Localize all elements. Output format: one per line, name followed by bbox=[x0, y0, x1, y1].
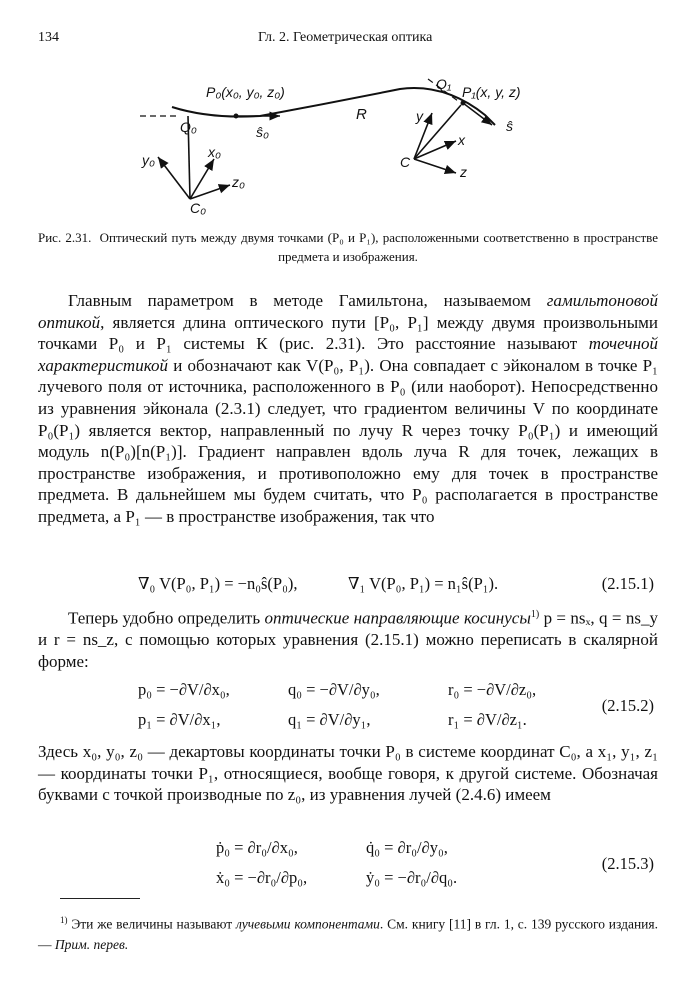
term-hamiltonian-optics: гамильтоновой оптикой bbox=[38, 291, 658, 332]
term-optical-direction-cosines: оптические направляющие косинусы bbox=[264, 608, 531, 628]
eq2-number: (2.15.2) bbox=[601, 696, 654, 715]
label-x: x bbox=[458, 132, 465, 148]
eq2-r1-c1: p₀ = −∂V/∂x₀, bbox=[138, 680, 230, 699]
footnote-mark: 1) bbox=[60, 915, 68, 925]
label-r: R bbox=[356, 106, 367, 123]
figure-caption bbox=[38, 228, 658, 266]
paragraph-3: Здесь x₀, y₀, z₀ — декартовы координаты точки P₀ в системе координат C₀, а x₁, y₁, z₁ — координаты точки P₁, относящиеся, вообще говоря, к другой системе. Обозначая буквами с точкой производные по z₀, из уравнения лучей (2.4.6) имеем bbox=[38, 742, 658, 805]
label-s0: ŝ₀ bbox=[256, 124, 269, 140]
paragraph-1 bbox=[38, 290, 658, 528]
caption-text: Оптический путь между двумя точками (P₀ и P₁), расположенными соответственно в пространстве предмета и изображения. bbox=[99, 230, 658, 264]
p2-text-a: Теперь удобно определить bbox=[68, 608, 265, 628]
eq3-number: (2.15.3) bbox=[601, 854, 654, 873]
equation-2-15-2 bbox=[38, 680, 658, 736]
paragraph-3-block bbox=[38, 741, 658, 806]
eq3-r1-c2: q̇₀ = ∂r₀/∂y₀, bbox=[366, 838, 448, 857]
eq3-r1-c1: ṗ₀ = ∂r₀/∂x₀, bbox=[216, 838, 298, 857]
label-y0: y₀ bbox=[142, 152, 155, 168]
eq2-r2-c3: r₁ = ∂V/∂z₁. bbox=[448, 710, 527, 729]
label-q1: Q₁ bbox=[436, 76, 452, 92]
label-q0: Q₀ bbox=[180, 119, 197, 135]
axis-x0 bbox=[190, 159, 214, 199]
footnote-text-a: Эти же величины называют bbox=[67, 916, 237, 932]
eq1-number: (2.15.1) bbox=[601, 574, 654, 593]
label-s: ŝ bbox=[506, 118, 513, 134]
running-title: Гл. 2. Геометрическая оптика bbox=[258, 30, 433, 45]
arrow-s bbox=[463, 103, 492, 125]
eq1-left: ∇₀ V(P₀, P₁) = −n₀ŝ(P₀), bbox=[138, 574, 298, 593]
axis-z bbox=[414, 159, 456, 173]
eq2-r1-c2: q₀ = −∂V/∂y₀, bbox=[288, 680, 380, 699]
label-p0: P₀(x₀, y₀, z₀) bbox=[206, 84, 285, 100]
label-y: y bbox=[416, 108, 423, 124]
page-number: 134 bbox=[38, 30, 59, 45]
label-p1: P₁(x, y, z) bbox=[462, 84, 521, 100]
footnote-divider bbox=[60, 898, 140, 899]
figure-optical-path bbox=[140, 75, 580, 215]
paragraph-1-block bbox=[38, 290, 658, 528]
footnote-ref[interactable]: 1) bbox=[530, 609, 540, 620]
eq2-r2-c1: p₁ = ∂V/∂x₁, bbox=[138, 710, 221, 729]
term-point-characteristic: точечной характеристикой bbox=[38, 334, 658, 375]
footnote-text-b: . См. книгу [11] в гл. 1, с. 139 русского издания. — bbox=[38, 916, 658, 952]
equation-2-15-3 bbox=[38, 838, 658, 894]
p2-text-b: p = nsₓ, q = ns_y и r = ns_z, с помощью которых уравнения (2.15.1) можно переписать в скалярной форме: bbox=[38, 608, 658, 671]
page-header bbox=[38, 30, 656, 52]
label-z0: z₀ bbox=[232, 174, 245, 190]
eq2-r1-c3: r₀ = −∂V/∂z₀, bbox=[448, 680, 537, 699]
axis-y0 bbox=[158, 157, 190, 199]
label-x0: x₀ bbox=[208, 144, 221, 160]
eq3-r2-c2: ẏ₀ = −∂r₀/∂q₀. bbox=[366, 868, 458, 887]
label-z: z bbox=[460, 164, 467, 180]
axis-z0 bbox=[190, 185, 230, 199]
translator-note: Прим. перев. bbox=[54, 936, 129, 952]
footnote bbox=[38, 910, 658, 955]
eq3-r2-c1: ẋ₀ = −∂r₀/∂p₀, bbox=[216, 868, 308, 887]
label-c0: C₀ bbox=[190, 200, 207, 215]
p1-text-b: , является длина оптического пути [P₀, P₁] между двумя произвольными точками P₀ и P₁ системы К (рис. 2.31). Это расстояние называют bbox=[38, 312, 658, 354]
eq1-right: ∇₁ V(P₀, P₁) = n₁ŝ(P₁). bbox=[348, 574, 499, 593]
p1-text-a: Главным параметром в методе Гамильтона, называемом bbox=[68, 291, 547, 310]
term-ray-components: лучевыми компонентами bbox=[236, 916, 380, 932]
equation-2-15-1 bbox=[38, 574, 658, 598]
eq2-r2-c2: q₁ = ∂V/∂y₁, bbox=[288, 710, 371, 729]
label-c: C bbox=[400, 154, 411, 170]
paragraph-2-block bbox=[38, 604, 658, 672]
paragraph-2 bbox=[38, 604, 658, 672]
caption-label: Рис. 2.31. bbox=[38, 230, 92, 245]
p1-text-c: и обозначают как V(P₀, P₁). Она совпадает с эйконалом в точке P₁ лучевого поля от источника, расположенного в P₀ (или наоборот). Непосредственно из уравнения эйконала (2.3.1) следует, что градиентом величины V по координате P₀(P₁) является вектор, направленный по лучу R через точку P₀(P₁) и имеющий модуль n(P₀)[n(P₁)]. Градиент направлен вдоль луча R для точек, лежащих в пространстве изображения, и противоположно ему для точек в пространстве предмета. В дальнейшем мы будем считать, что P₀ располагается в пространстве предмета, а P₁ — в пространстве изображения, так что bbox=[38, 355, 658, 526]
